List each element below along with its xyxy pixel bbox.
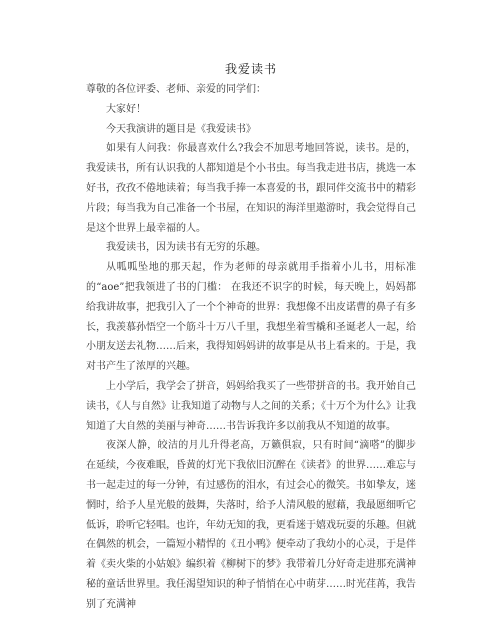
paragraph-topic: 今天我演讲的题目是《我爱读书》 — [106, 123, 256, 135]
document-title: 我爱读书 — [224, 62, 277, 76]
document-page — [86, 0, 416, 615]
paragraph-school: 上小学后，我学会了拼音，妈妈给我买了一些带拼音的书。我开始自己读书，《人与自然》让我知道了动物与人之间的关系；《十万个为什么》让我知道了大自然的美丽与神奇……书告诉我许多以前我从不知道的故事。 — [86, 380, 416, 432]
paragraph-childhood: 从呱呱坠地的那天起，作为老师的母亲就用手指着小儿书，用标准的“aoe”把我领进了书的门槛： 在我还不识字的时候，每天晚上，妈妈都给我讲故事，把我引入了一个个神奇的世界：我想像不出皮诺曹的鼻子有多长，我羡慕孙悟空一个筋斗十万八千里，我想坐着雪橇和圣诞老人一起，给小朋友送去礼物……后来，我得知妈妈讲的故事是从书上看来的。于是，我对书产生了浓厚的兴趣。 — [86, 262, 416, 373]
paragraph-night-reading: 夜深人静，皎洁的月儿升得老高，万籁俱寂，只有时间“滴嗒”的脚步在延续，今夜难眠，昏黄的灯光下我依旧沉醉在《读者》的世界……难忘与书一起走过的每一分钟，有过感伤的泪水，有过会心的微笑。书如挚友，迷惘时，给予人星光般的鼓舞，失落时，给予人清风般的慰藉，我最愿细听它低诉，聆听它轻唱。也许，年幼无知的我，更看迷于嬉戏玩耍的乐趣。但就在偶然的机会，一篇短小精悍的《丑小鸭》便牵动了我幼小的心灵，于是伴着《卖火柴的小姑娘》编织着《柳树下的梦》我带着几分好奇走进那充满神秘的童话世界里。我任渴望知识的种子悄悄在心中萌芽……时光荏苒，我告别了充满神 — [86, 440, 416, 610]
salutation: 尊敬的各位评委、老师、亲爱的同学们： — [86, 84, 266, 95]
paragraph-thesis: 我爱读书，因为读书有无穷的乐趣。 — [106, 242, 266, 254]
greeting: 大家好！ — [106, 103, 146, 115]
paragraph-intro: 如果有人问我：你最喜欢什么?我会不加思考地回答说，读书。是的，我爱读书，所有认识我的人都知道是个小书虫。每当我走进书店，挑选一本好书，孜孜不倦地读着；每当我手捧一本喜爱的书，跟同伴交流书中的精彩片段；每当我为自己准备一个书屋，在知识的海洋里遨游时，我会觉得自己是这个世界上最幸福的人。 — [86, 143, 416, 234]
